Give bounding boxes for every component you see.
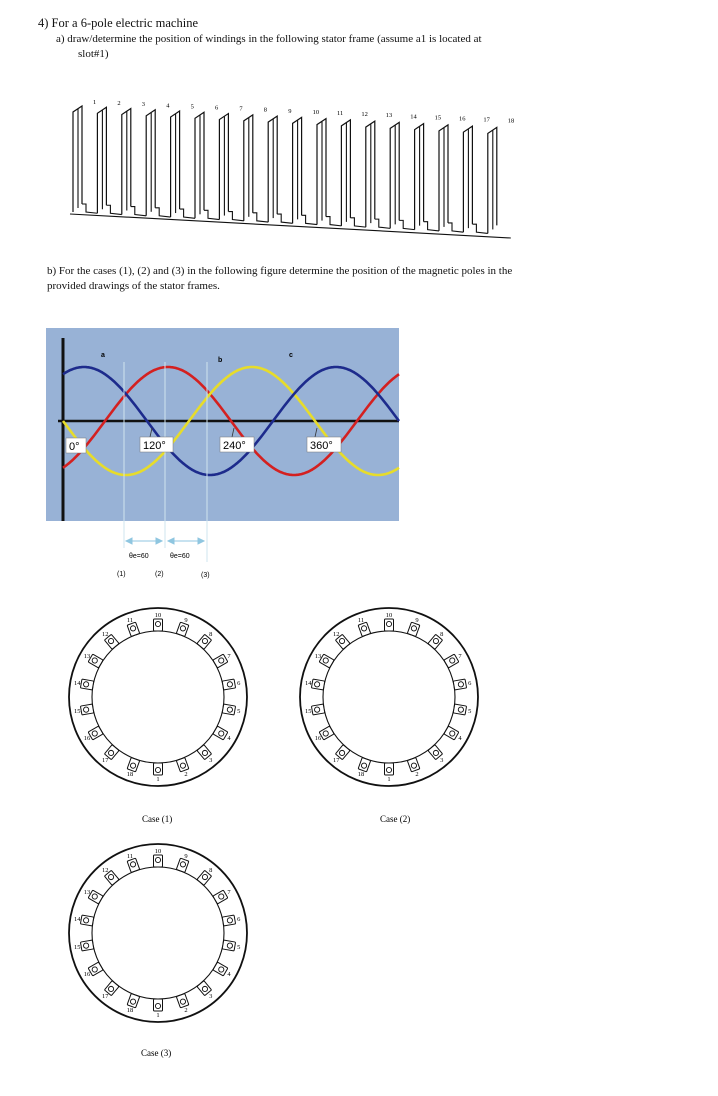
circular-stator-case-3	[69, 844, 247, 1022]
circular-slot-label: 12	[102, 631, 109, 639]
stator-outer-ring	[69, 608, 247, 786]
circular-slot-label: 12	[333, 631, 340, 639]
circular-slot-label: 2	[184, 1007, 188, 1015]
linear-slot-label: 18	[507, 117, 515, 125]
stator-slot	[80, 915, 93, 926]
stator-slot	[80, 704, 93, 715]
stator-slot-bottom	[253, 213, 268, 222]
caption-case-2: Case (2)	[380, 814, 411, 824]
part-a-text: a) draw/determine the position of windings in the following stator frame (assume a1 is located at	[56, 33, 482, 45]
stator-slot	[154, 855, 163, 867]
part-b-text-cont: provided drawings of the stator frames.	[47, 280, 220, 292]
stator-bore	[92, 867, 224, 999]
circular-slot-label: 14	[304, 679, 312, 687]
stator-slot	[154, 999, 163, 1011]
linear-stator-frame	[70, 99, 514, 238]
circular-slot-label: 10	[154, 848, 162, 855]
stator-slot	[127, 622, 140, 636]
linear-slot-label: 5	[190, 103, 194, 111]
stator-slot-bottom	[131, 207, 146, 216]
circular-slot-label: 3	[209, 756, 213, 764]
circular-slot-label: 5	[468, 708, 472, 716]
linear-slot-label: 11	[337, 110, 344, 117]
stator-slot	[154, 763, 163, 775]
circular-slot-label: 18	[126, 1007, 134, 1015]
circular-slot-label: 9	[184, 852, 188, 860]
circular-slot-label: 11	[357, 616, 365, 624]
linear-slot-label: 3	[141, 101, 146, 109]
linear-slot-label: 17	[483, 116, 490, 124]
stator-slot	[213, 890, 228, 904]
deg-label-120: 120°	[143, 440, 166, 452]
stator-slot-bottom	[375, 219, 390, 228]
stator-outer-ring	[300, 608, 478, 786]
stator-slot	[222, 940, 235, 951]
linear-slot-label: 14	[410, 113, 417, 121]
circular-slot-label: 17	[102, 992, 109, 1000]
circular-slot-label: 14	[73, 679, 81, 687]
linear-slot-label: 2	[117, 100, 121, 108]
stator-slot	[80, 679, 93, 690]
circular-slot-label: 12	[102, 867, 109, 875]
stator-slot	[127, 758, 140, 772]
circular-slot-label: 6	[237, 915, 241, 923]
stator-slot	[154, 619, 163, 631]
stator-slot	[358, 758, 371, 772]
stator-slot	[127, 994, 140, 1008]
circular-slot-label: 2	[184, 771, 188, 779]
circular-slot-label: 10	[154, 612, 162, 619]
circular-slot-label: 6	[468, 679, 472, 687]
stator-base-line	[70, 214, 511, 238]
stator-slot	[311, 704, 324, 715]
stator-slot-bottom	[350, 218, 365, 227]
part-b-text: b) For the cases (1), (2) and (3) in the following figure determine the position of the magnetic poles in the	[47, 265, 513, 277]
spacing-label-1: θe=60	[129, 553, 149, 560]
stator-slot	[88, 654, 103, 668]
caption-case-1: Case (1)	[142, 814, 173, 824]
stator-slot	[319, 654, 334, 668]
phase-label-b: b	[218, 357, 223, 364]
stator-bore	[323, 631, 455, 763]
stator-slot-bottom	[106, 205, 121, 214]
linear-slot-label: 8	[263, 106, 268, 114]
stator-slot	[213, 654, 228, 668]
stator-slot	[444, 726, 459, 740]
circular-slot-label: 5	[237, 708, 241, 716]
linear-slot-label: 16	[459, 115, 466, 123]
circular-stator-case-2	[300, 608, 478, 786]
circular-slot-label: 8	[209, 631, 213, 639]
stator-slot	[213, 726, 228, 740]
linear-slot-label: 15	[434, 114, 442, 122]
circular-slot-label: 4	[458, 735, 462, 742]
stator-slot	[385, 763, 394, 775]
stator-slot	[407, 622, 420, 636]
circular-slot-label: 1	[156, 1012, 160, 1019]
stator-slot-bottom	[204, 210, 219, 219]
circular-slot-label: 7	[227, 889, 231, 896]
stator-slot-bottom	[228, 212, 243, 221]
stator-slot	[222, 704, 235, 715]
deg-label-240: 240°	[223, 440, 246, 452]
stator-slot-bottom	[180, 209, 195, 218]
circular-slot-label: 16	[314, 735, 322, 742]
linear-slot-label: 13	[385, 112, 393, 120]
phase-label-a: a	[101, 352, 105, 359]
circular-slot-label: 18	[126, 771, 134, 779]
circular-slot-label: 17	[102, 756, 109, 764]
question-title: 4) For a 6-pole electric machine	[38, 16, 198, 30]
circular-slot-label: 9	[415, 616, 419, 624]
circular-stator-case-1	[69, 608, 247, 786]
circular-slot-label: 6	[237, 679, 241, 687]
stator-slot	[319, 726, 334, 740]
circular-slot-label: 13	[83, 889, 91, 896]
stator-slot	[176, 622, 189, 636]
stator-slot	[222, 915, 235, 926]
stator-bore	[92, 631, 224, 763]
circular-slot-label: 3	[440, 756, 444, 764]
circular-slot-label: 2	[415, 771, 419, 779]
three-phase-waveform	[46, 328, 399, 579]
stator-slot	[176, 758, 189, 772]
circular-slot-label: 7	[227, 653, 231, 660]
circular-slot-label: 13	[314, 653, 322, 660]
stator-slot-bottom	[448, 223, 463, 232]
stator-slot	[88, 890, 103, 904]
circular-slot-label: 9	[184, 616, 188, 624]
stator-slot	[444, 654, 459, 668]
stator-slot	[88, 726, 103, 740]
stator-slot-bottom	[472, 224, 487, 233]
waveform-background	[46, 328, 399, 521]
part-a-text-cont: slot#1)	[78, 48, 109, 60]
stator-slot	[176, 994, 189, 1008]
circular-slot-label: 18	[357, 771, 365, 779]
circular-slot-label: 3	[209, 992, 213, 1000]
circular-slot-label: 14	[73, 915, 81, 923]
stator-slot	[358, 622, 371, 636]
stator-slot-bottom	[302, 215, 317, 224]
circular-slot-label: 1	[387, 776, 391, 783]
linear-slot-label: 7	[239, 105, 243, 113]
circular-slot-label: 5	[237, 944, 241, 952]
stator-slot	[453, 704, 466, 715]
stator-slot	[407, 758, 420, 772]
circular-slot-label: 13	[83, 653, 91, 660]
circular-slot-label: 11	[126, 616, 134, 624]
circular-slot-label: 17	[333, 756, 340, 764]
case-marker-2: (2)	[155, 571, 164, 578]
stator-slot-bottom	[277, 214, 292, 223]
stator-slot-bottom	[326, 217, 341, 226]
circular-slot-label: 7	[458, 653, 462, 660]
circular-slot-label: 1	[156, 776, 160, 783]
case-marker-3: (3)	[201, 572, 210, 579]
deg-label-0: 0°	[69, 441, 80, 453]
stator-slot	[88, 962, 103, 976]
stator-slot	[453, 679, 466, 690]
linear-slot-label: 6	[215, 104, 219, 112]
linear-slot-label: 4	[166, 102, 170, 110]
linear-slot-label: 12	[361, 111, 368, 119]
caption-case-3: Case (3)	[141, 1048, 172, 1058]
stator-slot	[385, 619, 394, 631]
circular-slot-label: 8	[209, 867, 213, 875]
stator-slot	[176, 858, 189, 872]
linear-slot-label: 1	[93, 99, 97, 106]
circular-slot-label: 16	[83, 971, 91, 978]
spacing-label-2: θe=60	[170, 553, 190, 560]
case-marker-1: (1)	[117, 571, 126, 578]
stator-slot	[80, 940, 93, 951]
stator-slot	[311, 679, 324, 690]
linear-slot-label: 9	[288, 107, 292, 115]
linear-slot-label: 10	[312, 108, 320, 116]
deg-label-360: 360°	[310, 440, 333, 452]
circular-slot-label: 4	[227, 735, 231, 742]
circular-slot-label: 16	[83, 735, 91, 742]
circular-slot-label: 15	[304, 708, 312, 716]
stator-slot	[222, 679, 235, 690]
circular-slot-label: 4	[227, 971, 231, 978]
circular-slot-label: 10	[385, 612, 393, 619]
stator-slot-bottom	[424, 222, 439, 231]
stator-slot	[127, 858, 140, 872]
stator-slot-bottom	[399, 220, 414, 229]
stator-slot	[213, 962, 228, 976]
circular-slot-label: 8	[440, 631, 444, 639]
circular-slot-label: 11	[126, 852, 134, 860]
phase-label-c: c	[289, 352, 293, 359]
stator-outer-ring	[69, 844, 247, 1022]
circular-slot-label: 15	[73, 708, 81, 716]
stator-slot-bottom	[155, 208, 170, 217]
circular-slot-label: 15	[73, 944, 81, 952]
stator-slot-bottom	[82, 204, 97, 213]
